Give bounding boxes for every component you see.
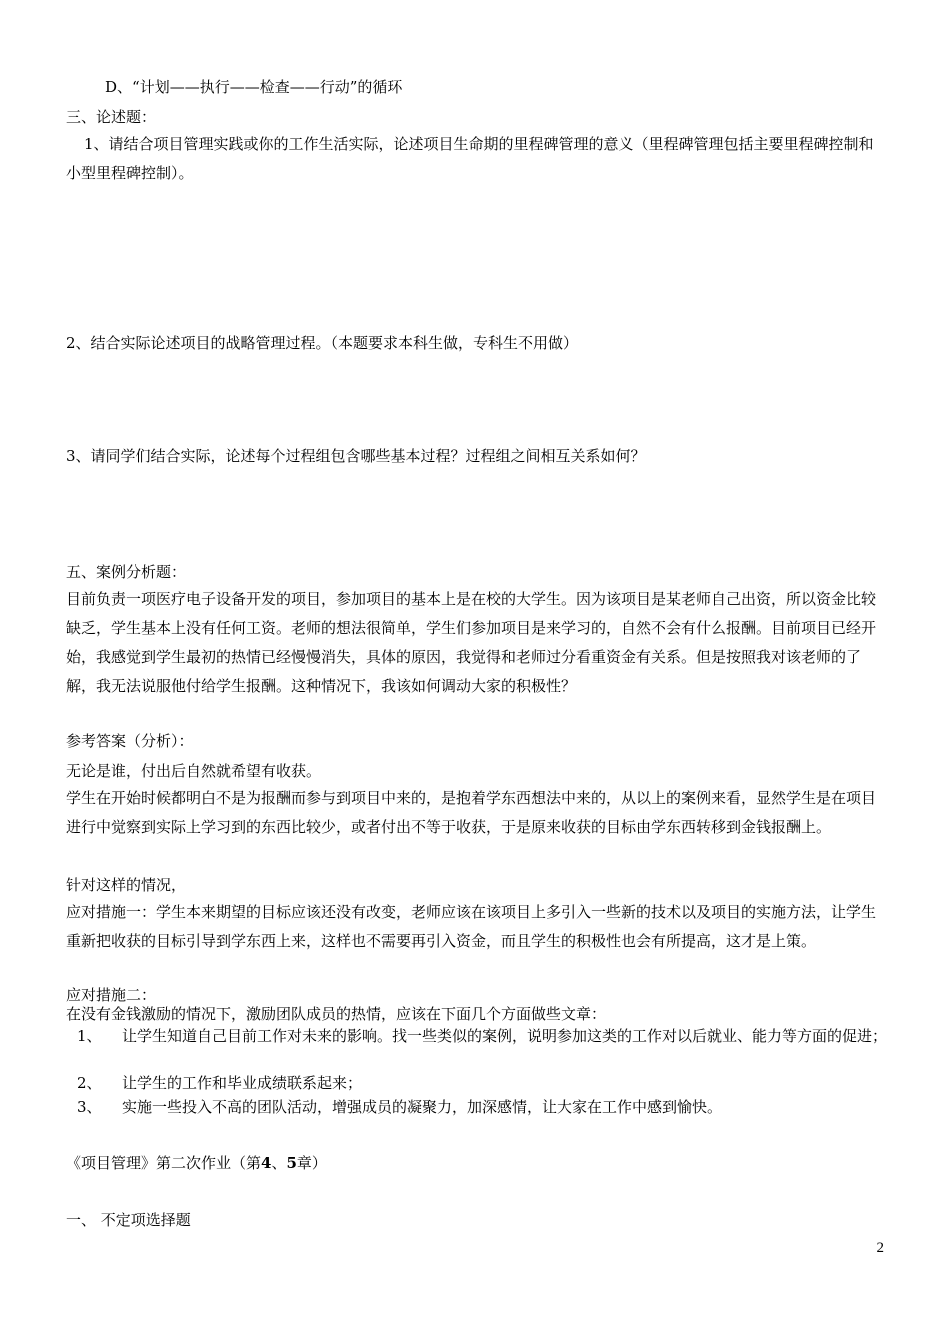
section-3-heading: 三、论述题： (66, 108, 157, 126)
chapter-number: 4 (261, 1154, 272, 1172)
question-1: 1、请结合项目管理实践或你的工作生活实际，论述项目生命期的里程碑管理的意义（里程碑管理包括主要里程碑控制和小型里程碑控制）。 (66, 135, 874, 182)
case-text: 目前负责一项医疗电子设备开发的项目，参加项目的基本上是在校的大学生。因为该项目是某老师自己出资，所以资金比较缺乏，学生基本上没有任何工资。老师的想法很简单，学生们参加项目是来学习的，自然不会有什么报酬。目前项目已经开始，我感觉到学生最初的热情已经慢慢消失，具体的原因，我觉得和老师过分看重资金有关系。但是按照我对该老师的了解，我无法说服他付给学生报酬。这种情况下，我该如何调动大家的积极性？ (66, 590, 877, 695)
measure-1: 应对措施一：学生本来期望的目标应该还没有改变，老师应该在该项目上多引入一些新的技术以及项目的实施方法，让学生重新把收获的目标引导到学东西上来，这样也不需要再引入资金，而且学生的积极性也会有所提高，这才是上策。 (66, 903, 877, 950)
list-text: 让学生的工作和毕业成绩联系起来； (122, 1074, 363, 1092)
section-5-heading: 五、案例分析题： (66, 563, 187, 581)
answer-paragraph-2: 学生在开始时候都明白不是为报酬而参与到项目中来的，是抱着学东西想法中来的，从以上的案例来看，显然学生是在项目进行中觉察到实际上学习到的东西比较少，或者付出不等于收获，于是原来收获的目标由学东西转移到金钱报酬上。 (66, 789, 877, 836)
title-separator: 、 (271, 1154, 287, 1172)
measure-2-intro: 在没有金钱激励的情况下，激励团队成员的热情，应该在下面几个方面做些文章： (66, 1005, 607, 1023)
list-number: 2、 (77, 1074, 102, 1092)
question-2: 2、结合实际论述项目的战略管理过程。（本题要求本科生做，专科生不用做） (66, 334, 579, 352)
section-1-heading: 一、 不定项选择题 (66, 1211, 191, 1229)
list-text: 让学生知道自己目前工作对未来的影响。找一些类似的案例，说明参加这类的工作对以后就业、能力等方面的促进； (122, 1027, 888, 1045)
answer-paragraph-1: 无论是谁，付出后自然就希望有收获。 (66, 762, 322, 780)
list-number: 3、 (77, 1098, 102, 1116)
page-number: 2 (876, 1240, 884, 1256)
homework-2-title (66, 1156, 327, 1171)
list-item-3 (77, 1096, 887, 1120)
list-item-1 (77, 1025, 887, 1071)
option-d: D、“计划——执行——检查——行动”的循环 (105, 78, 403, 96)
question-3: 3、请同学们结合实际，论述每个过程组包含哪些基本过程？过程组之间相互关系如何？ (66, 447, 646, 465)
list-text: 实施一些投入不高的团队活动，增强成员的凝聚力，加深感情，让大家在工作中感到愉快。 (122, 1098, 723, 1116)
answer-heading: 参考答案（分析）： (66, 732, 194, 750)
title-suffix: 章） (296, 1154, 327, 1172)
list-number: 1、 (77, 1027, 102, 1045)
chapter-number: 5 (286, 1154, 297, 1172)
answer-paragraph-3: 针对这样的情况， (66, 876, 187, 894)
list-item-2 (77, 1072, 887, 1096)
measure-2-heading: 应对措施二： (66, 986, 157, 1004)
title-prefix: 《项目管理》第二次作业（第 (66, 1154, 262, 1172)
